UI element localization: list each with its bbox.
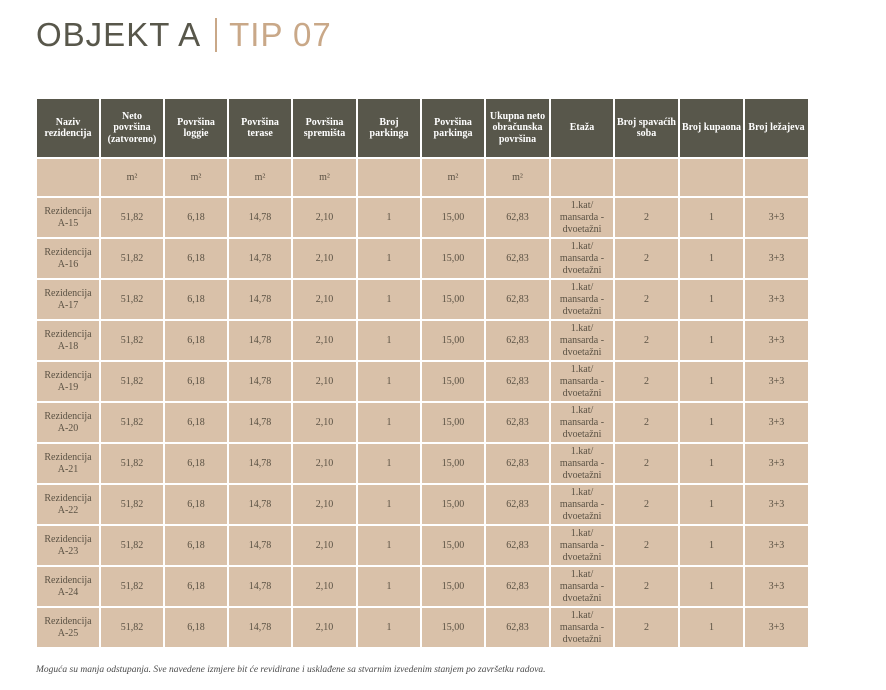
table-cell: 51,82 <box>101 526 163 565</box>
table-cell: 2 <box>615 567 678 606</box>
table-cell: 6,18 <box>165 608 227 647</box>
table-cell: 1 <box>358 362 420 401</box>
table-cell: 14,78 <box>229 321 291 360</box>
residence-table <box>35 97 810 649</box>
table-cell: 1 <box>680 403 743 442</box>
table-cell: 3+3 <box>745 567 808 606</box>
table-cell: 2,10 <box>293 444 356 483</box>
table-cell: 14,78 <box>229 280 291 319</box>
residence-name-cell: Rezidencija A-25 <box>37 608 99 647</box>
column-header: Broj spavaćih soba <box>615 99 678 157</box>
table-cell: 51,82 <box>101 239 163 278</box>
residence-name-cell: Rezidencija A-19 <box>37 362 99 401</box>
table-row <box>37 362 808 401</box>
table-cell: 15,00 <box>422 280 484 319</box>
table-cell: 2 <box>615 444 678 483</box>
table-cell: 2 <box>615 485 678 524</box>
table-cell: 62,83 <box>486 567 549 606</box>
table-cell: 62,83 <box>486 198 549 237</box>
table-cell: 1 <box>358 321 420 360</box>
table-cell: 1 <box>358 280 420 319</box>
table-cell: 6,18 <box>165 321 227 360</box>
table-cell: 2 <box>615 239 678 278</box>
table-cell: 1 <box>680 567 743 606</box>
column-header: Površina spremišta <box>293 99 356 157</box>
table-cell: 51,82 <box>101 280 163 319</box>
table-cell: 62,83 <box>486 608 549 647</box>
floor-cell: 1.kat/ mansarda - dvoetažni <box>551 485 613 524</box>
table-cell: 1 <box>358 567 420 606</box>
table-cell: 2 <box>615 280 678 319</box>
table-cell: 51,82 <box>101 321 163 360</box>
column-header: Naziv rezidencija <box>37 99 99 157</box>
table-cell: 15,00 <box>422 198 484 237</box>
table-cell: 3+3 <box>745 608 808 647</box>
table-cell: 2,10 <box>293 608 356 647</box>
table-cell: 15,00 <box>422 362 484 401</box>
table-cell: 14,78 <box>229 403 291 442</box>
column-header: Površina terase <box>229 99 291 157</box>
table-cell: 1 <box>680 608 743 647</box>
table-row <box>37 321 808 360</box>
residence-name-cell: Rezidencija A-15 <box>37 198 99 237</box>
table-cell: 62,83 <box>486 321 549 360</box>
page-title <box>36 14 332 56</box>
table-cell: 1 <box>358 526 420 565</box>
table-cell: 2,10 <box>293 567 356 606</box>
table-row <box>37 239 808 278</box>
table-cell: 1 <box>358 403 420 442</box>
title-divider <box>215 18 217 52</box>
table-cell: 62,83 <box>486 239 549 278</box>
table-cell: 3+3 <box>745 444 808 483</box>
table-cell: 3+3 <box>745 239 808 278</box>
table-cell: 6,18 <box>165 526 227 565</box>
unit-cell <box>358 159 420 196</box>
unit-cell: m² <box>293 159 356 196</box>
table-cell: 62,83 <box>486 444 549 483</box>
table-cell: 2 <box>615 526 678 565</box>
table-cell: 14,78 <box>229 444 291 483</box>
table-cell: 3+3 <box>745 321 808 360</box>
table-cell: 2 <box>615 362 678 401</box>
unit-cell <box>680 159 743 196</box>
table-cell: 2,10 <box>293 239 356 278</box>
table-row <box>37 444 808 483</box>
unit-cell <box>551 159 613 196</box>
table-cell: 15,00 <box>422 239 484 278</box>
column-header: Ukupna neto obračunska površina <box>486 99 549 157</box>
floor-cell: 1.kat/ mansarda - dvoetažni <box>551 567 613 606</box>
column-header: Broj ležajeva <box>745 99 808 157</box>
floor-cell: 1.kat/ mansarda - dvoetažni <box>551 321 613 360</box>
floor-cell: 1.kat/ mansarda - dvoetažni <box>551 403 613 442</box>
table-cell: 1 <box>680 198 743 237</box>
table-cell: 1 <box>358 485 420 524</box>
table-cell: 6,18 <box>165 485 227 524</box>
floor-cell: 1.kat/ mansarda - dvoetažni <box>551 362 613 401</box>
unit-cell: m² <box>229 159 291 196</box>
floor-cell: 1.kat/ mansarda - dvoetažni <box>551 198 613 237</box>
column-header: Površina loggie <box>165 99 227 157</box>
table-cell: 62,83 <box>486 403 549 442</box>
residence-name-cell: Rezidencija A-16 <box>37 239 99 278</box>
table-cell: 1 <box>680 444 743 483</box>
table-cell: 1 <box>680 362 743 401</box>
table-cell: 14,78 <box>229 526 291 565</box>
table-cell: 1 <box>680 239 743 278</box>
table-cell: 14,78 <box>229 198 291 237</box>
table-cell: 15,00 <box>422 444 484 483</box>
table-cell: 2 <box>615 198 678 237</box>
table-cell: 14,78 <box>229 239 291 278</box>
table-cell: 3+3 <box>745 280 808 319</box>
table-cell: 51,82 <box>101 608 163 647</box>
table-cell: 62,83 <box>486 280 549 319</box>
table-cell: 2 <box>615 403 678 442</box>
table-row <box>37 485 808 524</box>
table-cell: 2,10 <box>293 198 356 237</box>
table-cell: 15,00 <box>422 608 484 647</box>
table-cell: 1 <box>358 198 420 237</box>
column-header: Neto površina (zatvoreno) <box>101 99 163 157</box>
table-cell: 62,83 <box>486 362 549 401</box>
table-cell: 15,00 <box>422 321 484 360</box>
title-main: OBJEKT A <box>36 16 202 53</box>
table-cell: 14,78 <box>229 362 291 401</box>
table-cell: 3+3 <box>745 526 808 565</box>
residence-name-cell: Rezidencija A-23 <box>37 526 99 565</box>
table-cell: 14,78 <box>229 485 291 524</box>
table-row <box>37 403 808 442</box>
residence-name-cell: Rezidencija A-22 <box>37 485 99 524</box>
table-cell: 15,00 <box>422 403 484 442</box>
table-cell: 6,18 <box>165 198 227 237</box>
table-row <box>37 567 808 606</box>
table-cell: 15,00 <box>422 567 484 606</box>
unit-cell: m² <box>165 159 227 196</box>
table-cell: 51,82 <box>101 567 163 606</box>
table-cell: 62,83 <box>486 526 549 565</box>
table-cell: 6,18 <box>165 362 227 401</box>
floor-cell: 1.kat/ mansarda - dvoetažni <box>551 526 613 565</box>
floor-cell: 1.kat/ mansarda - dvoetažni <box>551 280 613 319</box>
table-cell: 6,18 <box>165 444 227 483</box>
column-header: Površina parkinga <box>422 99 484 157</box>
table-cell: 3+3 <box>745 198 808 237</box>
table-cell: 2 <box>615 321 678 360</box>
table-cell: 1 <box>358 239 420 278</box>
table-header-row <box>37 99 808 157</box>
table-cell: 14,78 <box>229 608 291 647</box>
table-cell: 14,78 <box>229 567 291 606</box>
unit-cell: m² <box>101 159 163 196</box>
residence-name-cell: Rezidencija A-21 <box>37 444 99 483</box>
table-row <box>37 198 808 237</box>
residence-name-cell: Rezidencija A-20 <box>37 403 99 442</box>
floor-cell: 1.kat/ mansarda - dvoetažni <box>551 239 613 278</box>
table-cell: 6,18 <box>165 280 227 319</box>
table-cell: 2,10 <box>293 526 356 565</box>
unit-cell <box>615 159 678 196</box>
table-cell: 3+3 <box>745 485 808 524</box>
table-cell: 6,18 <box>165 567 227 606</box>
unit-cell: m² <box>486 159 549 196</box>
unit-cell <box>745 159 808 196</box>
column-header: Broj kupaona <box>680 99 743 157</box>
unit-cell: m² <box>422 159 484 196</box>
table-cell: 2,10 <box>293 280 356 319</box>
table-cell: 62,83 <box>486 485 549 524</box>
table-cell: 1 <box>680 280 743 319</box>
table-row <box>37 608 808 647</box>
table-cell: 51,82 <box>101 198 163 237</box>
table-cell: 1 <box>680 321 743 360</box>
unit-cell <box>37 159 99 196</box>
table-cell: 15,00 <box>422 485 484 524</box>
floor-cell: 1.kat/ mansarda - dvoetažni <box>551 444 613 483</box>
table-cell: 6,18 <box>165 239 227 278</box>
column-header: Etaža <box>551 99 613 157</box>
residence-name-cell: Rezidencija A-24 <box>37 567 99 606</box>
column-header: Broj parkinga <box>358 99 420 157</box>
table-cell: 3+3 <box>745 362 808 401</box>
table-cell: 2,10 <box>293 321 356 360</box>
table-cell: 1 <box>680 485 743 524</box>
table-cell: 2 <box>615 608 678 647</box>
table-cell: 51,82 <box>101 485 163 524</box>
units-row <box>37 159 808 196</box>
table-cell: 51,82 <box>101 403 163 442</box>
table-cell: 15,00 <box>422 526 484 565</box>
table-cell: 2,10 <box>293 403 356 442</box>
table-cell: 6,18 <box>165 403 227 442</box>
residence-name-cell: Rezidencija A-17 <box>37 280 99 319</box>
table-cell: 1 <box>358 444 420 483</box>
table-cell: 1 <box>680 526 743 565</box>
disclaimer-note: Moguća su manja odstupanja. Sve navedene izmjere bit će revidirane i usklađene sa stvarnim izvedenim stanjem po završetku radova. <box>36 665 546 675</box>
floor-cell: 1.kat/ mansarda - dvoetažni <box>551 608 613 647</box>
table-row <box>37 526 808 565</box>
table-cell: 2,10 <box>293 362 356 401</box>
title-sub: TIP 07 <box>229 16 332 53</box>
table-cell: 3+3 <box>745 403 808 442</box>
residence-name-cell: Rezidencija A-18 <box>37 321 99 360</box>
table-cell: 2,10 <box>293 485 356 524</box>
table-cell: 51,82 <box>101 362 163 401</box>
table-row <box>37 280 808 319</box>
table-cell: 51,82 <box>101 444 163 483</box>
table-cell: 1 <box>358 608 420 647</box>
